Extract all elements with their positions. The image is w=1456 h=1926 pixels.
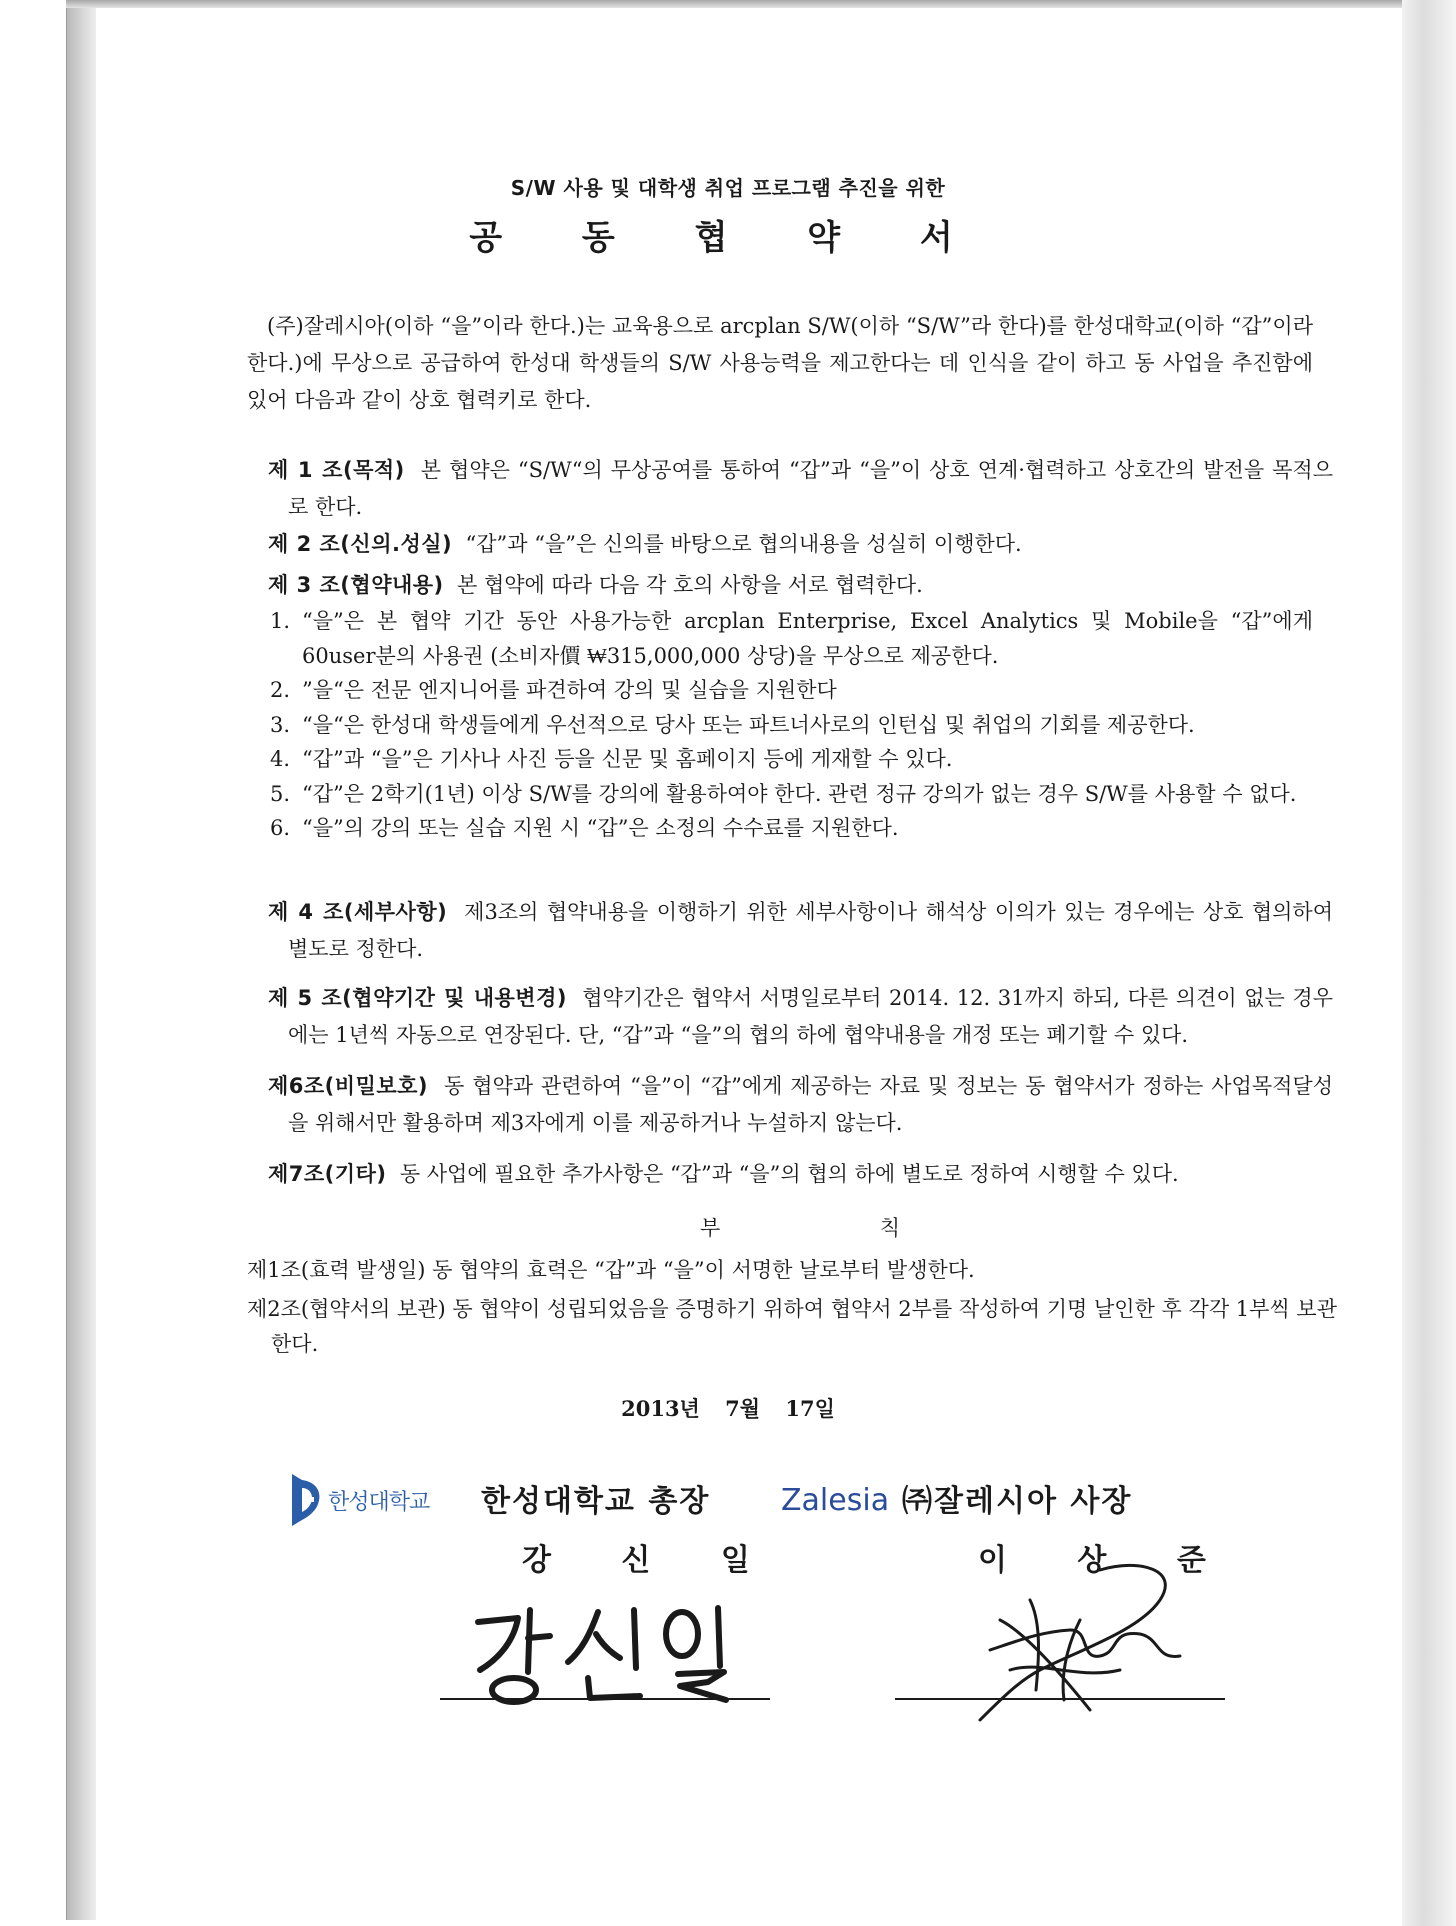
left-signature-line bbox=[440, 1698, 770, 1700]
article-5 bbox=[268, 980, 1333, 1054]
article-3-items bbox=[270, 604, 1313, 846]
intro-paragraph: (주)잘레시아(이하 “을”이라 한다.)는 교육용으로 arcplan S/W(이하 “S/W”라 한다)를 한성대학교(이하 “갑”이라 한다.)에 무상으로 공급하여 한성대 학생들의 S/W 사용능력을 제고한다는 데 인식을 같이 하고 동 사업을 추진함에 있어 다음과 같이 상호 협력키로 한다. bbox=[247, 314, 1313, 412]
list-item: 3. “을“은 한성대 학생들에게 우선적으로 당사 또는 파트너사로의 인턴십 및 취업의 기회를 제공한다. bbox=[270, 712, 1195, 737]
list-item: 6. “을”의 강의 또는 실습 지원 시 “갑”은 소정의 수수료를 지원한다. bbox=[270, 816, 899, 840]
document-title: 공 동 협 약 서 bbox=[469, 218, 987, 258]
article-heading: 제 4 조(세부사항) bbox=[268, 900, 448, 924]
list-item: 4. “갑”과 “을”은 기사나 사진 등을 신문 및 홈페이지 등에 게재할 수 있다. bbox=[270, 747, 953, 771]
article-body: 본 협약은 “S/W“의 무상공여를 통하여 “갑”과 “을”이 상호 연계·협력하고 상호간의 발전을 목적으로 한다. bbox=[288, 458, 1333, 519]
appendix-heading: 부 칙 bbox=[700, 1216, 900, 1240]
right-handwritten-signature bbox=[960, 1560, 1200, 1730]
article-heading: 제 1 조(목적) bbox=[268, 458, 405, 482]
page-right-edge bbox=[1402, 0, 1456, 1926]
article-heading: 제 5 조(협약기간 및 내용변경) bbox=[268, 986, 567, 1010]
article-heading: 제6조(비밀보호) bbox=[268, 1074, 429, 1098]
hansung-logo-text: 한성대학교 bbox=[328, 1489, 430, 1515]
list-item: 2. ”을“은 전문 엔지니어를 파견하여 강의 및 실습을 지원한다 bbox=[270, 678, 837, 702]
article-4 bbox=[268, 894, 1333, 968]
article-body: “갑”과 “을”은 신의를 바탕으로 협의내용을 성실히 이행한다. bbox=[465, 532, 1022, 556]
zalesia-logo: Zalesia bbox=[781, 1483, 890, 1518]
article-body: 동 사업에 필요한 추가사항은 “갑”과 “을”의 협의 하에 별도로 정하여 시행할 수 있다. bbox=[399, 1162, 1179, 1186]
list-item: 1. “을”은 본 협약 기간 동안 사용가능한 arcplan Enterprise, Excel Analytics 및 Mobile을 “갑”에게 60user분의 사용권 (소비자價 ₩315,000,000 상당)을 무상으로 제공한다. bbox=[270, 609, 1313, 668]
page-top-edge bbox=[66, 0, 1402, 8]
left-signatory-name: 강 신 일 bbox=[522, 1543, 780, 1578]
article-heading: 제 3 조(협약내용) bbox=[268, 573, 444, 597]
right-signatory-name: 이 상 준 bbox=[978, 1543, 1236, 1578]
left-signatory-title: 한성대학교 총장 bbox=[481, 1484, 711, 1519]
article-body: 협약기간은 협약서 서명일로부터 2014. 12. 31까지 하되, 다른 의견이 없는 경우에는 1년씩 자동으로 연장된다. 단, “갑”과 “을”의 협의 하에 협약내용을 개정 또는 폐기할 수 있다. bbox=[288, 986, 1333, 1047]
article-2 bbox=[268, 526, 1333, 563]
article-body: 본 협약에 따라 다음 각 호의 사항을 서로 협력한다. bbox=[457, 573, 923, 597]
article-heading: 제 2 조(신의.성실) bbox=[268, 532, 453, 556]
article-heading: 제7조(기타) bbox=[268, 1162, 387, 1186]
right-signatory-title: ㈜잘레시아 사장 bbox=[902, 1484, 1133, 1519]
page-left-edge bbox=[66, 8, 97, 1920]
article-6 bbox=[268, 1068, 1333, 1142]
left-handwritten-signature bbox=[470, 1600, 760, 1710]
list-item: 5. “갑”은 2학기(1년) 이상 S/W를 강의에 활용하여야 한다. 관련 정규 강의가 없는 경우 S/W를 사용할 수 없다. bbox=[270, 781, 1297, 806]
article-3 bbox=[268, 567, 1333, 604]
hansung-emblem-icon bbox=[288, 1470, 324, 1530]
right-signature-line bbox=[895, 1698, 1225, 1700]
hansung-logo bbox=[288, 1470, 429, 1530]
signing-date: 2013년 7월 17일 bbox=[621, 1396, 835, 1421]
article-7 bbox=[268, 1156, 1333, 1193]
appendix-clause-1: 제1조(효력 발생일) 동 협약의 효력은 “갑”과 “을”이 서명한 날로부터 발생한다. bbox=[247, 1258, 975, 1282]
article-body: 동 협약과 관련하여 “을”이 “갑”에게 제공하는 자료 및 정보는 동 협약서가 정하는 사업목적달성을 위해서만 활용하며 제3자에게 이를 제공하거나 누설하지 않는다. bbox=[288, 1074, 1333, 1135]
appendix-clause-2: 제2조(협약서의 보관) 동 협약이 성립되었음을 증명하기 위하여 협약서 2부를 작성하여 기명 날인한 후 각각 1부씩 보관한다. bbox=[247, 1297, 1337, 1356]
article-body: 제3조의 협약내용을 이행하기 위한 세부사항이나 해석상 이의가 있는 경우에는 상호 협의하여 별도로 정한다. bbox=[288, 900, 1333, 961]
document-subtitle: S/W 사용 및 대학생 취업 프로그램 추진을 위한 bbox=[510, 176, 946, 200]
article-1 bbox=[268, 452, 1333, 526]
